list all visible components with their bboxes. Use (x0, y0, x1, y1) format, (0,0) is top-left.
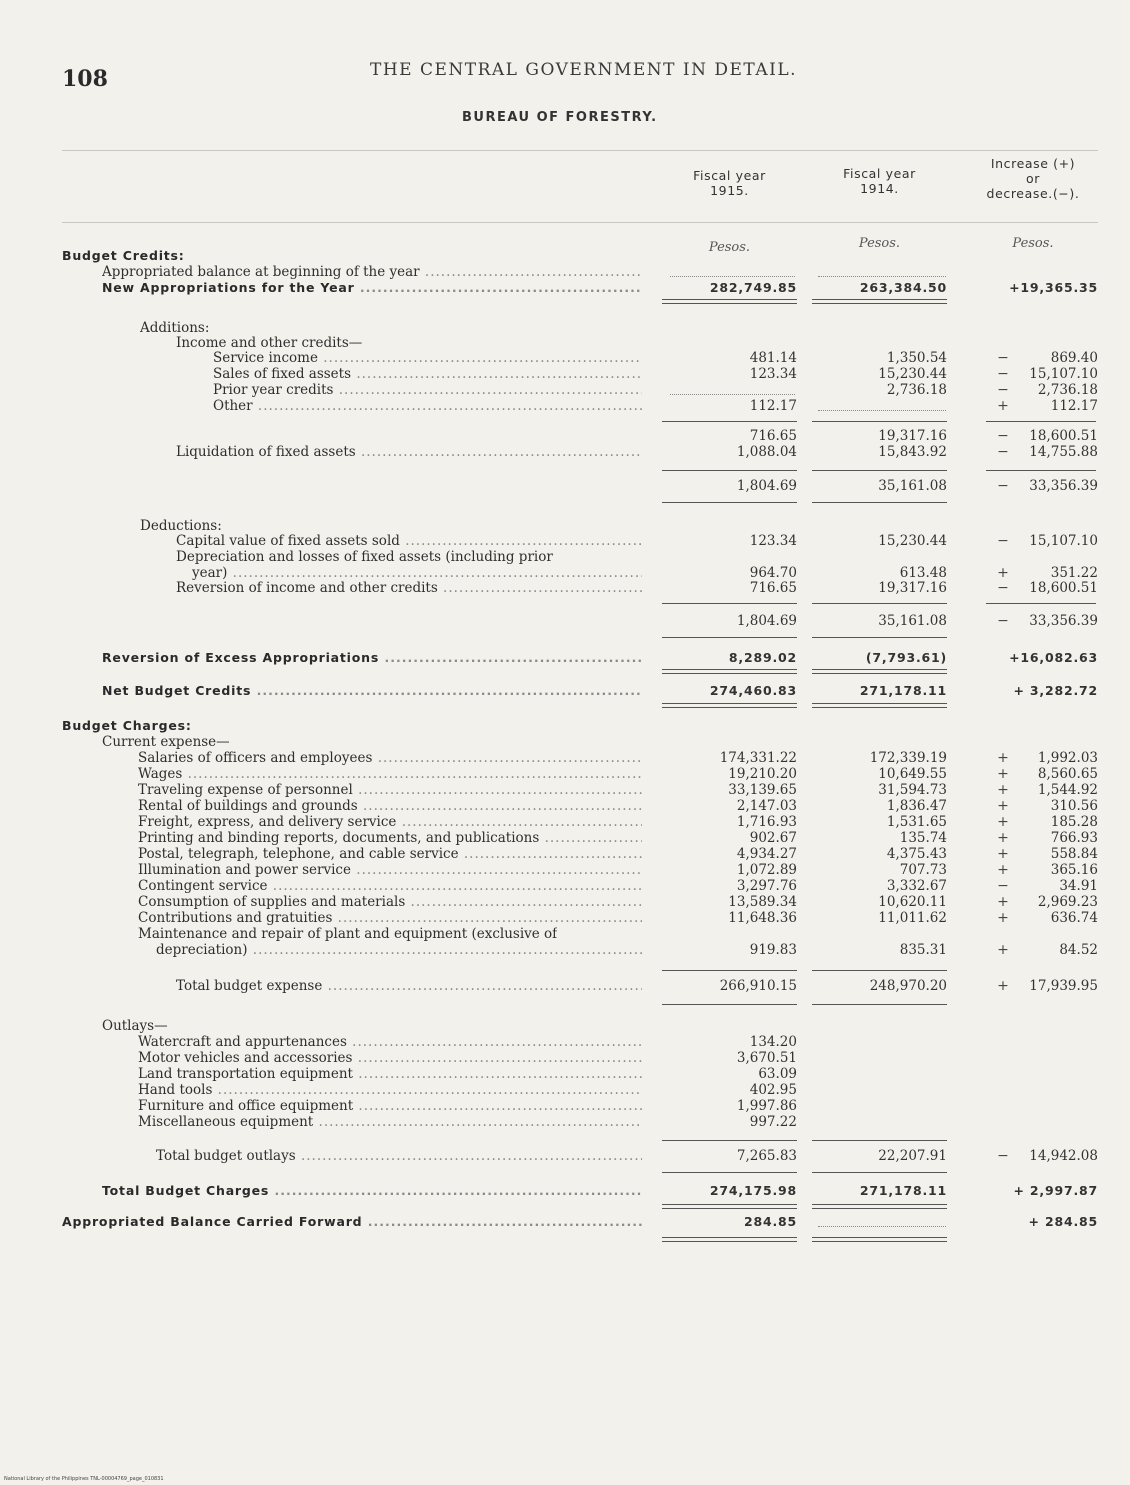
value-fy1915: 402.95 (749, 1082, 797, 1098)
table-row (0, 613, 1130, 629)
change-sign: − (997, 478, 1009, 494)
header-rule-top (62, 150, 1098, 151)
unit-label-fy1914: Pesos. (858, 236, 901, 251)
value-fy1915: 134.20 (749, 1034, 797, 1050)
value-fy1915: 3,297.76 (736, 878, 797, 894)
table-row (0, 444, 1130, 460)
value-fy1915: 1,804.69 (736, 478, 797, 494)
table-row (0, 428, 1130, 444)
change-sign: − (997, 350, 1009, 366)
table-row (0, 926, 1130, 942)
row-label: Service income ..... (213, 350, 642, 366)
rule (662, 703, 797, 708)
rule (662, 669, 797, 674)
table-row (0, 264, 1130, 280)
table-row (0, 846, 1130, 862)
table-row (0, 1066, 1130, 1082)
row-label: Prior year credits ..... (213, 382, 642, 398)
rule (812, 1204, 947, 1209)
rule (812, 970, 947, 971)
rule (662, 299, 797, 304)
value-fy1914: 271,178.11 (859, 683, 947, 698)
row-label: Budget Charges: (62, 718, 192, 733)
change-sign: + (997, 830, 1009, 846)
value-fy1915: 1,997.86 (736, 1098, 797, 1114)
row-label: Appropriated balance at beginning of the year ..... (102, 264, 642, 280)
row-label: Appropriated Balance Carried Forward ..... (62, 1214, 642, 1230)
row-label: Miscellaneous equipment ..... (138, 1114, 642, 1130)
page-number: 108 (62, 66, 108, 92)
table-row (0, 766, 1130, 782)
table-row (0, 320, 1130, 336)
value-change: +19,365.35 (1009, 280, 1098, 295)
value-fy1914: 1,531.65 (886, 814, 947, 830)
col-head-fy1914: Fiscal year 1914. (843, 166, 916, 196)
row-label: Traveling expense of personnel ..... (138, 782, 642, 798)
value-fy1915: 33,139.65 (728, 782, 797, 798)
value-fy1915: 4,934.27 (736, 846, 797, 862)
value-fy1914: 3,332.67 (886, 878, 947, 894)
value-fy1915: 123.34 (749, 533, 797, 549)
value-change: + 2,997.87 (1013, 1183, 1098, 1198)
value-fy1915: 481.14 (749, 350, 797, 366)
row-label: Income and other credits— (176, 335, 363, 351)
table-row (0, 734, 1130, 750)
row-label: Sales of fixed assets ..... (213, 366, 642, 382)
value-change: 365.16 (1050, 862, 1098, 878)
value-change: 1,992.03 (1037, 750, 1098, 766)
unit-label-fy1915: Pesos. (708, 240, 751, 255)
value-fy1914: 271,178.11 (859, 1183, 947, 1198)
value-fy1915: 266,910.15 (719, 978, 797, 994)
table-row (0, 1018, 1130, 1034)
table-row (0, 398, 1130, 414)
table-row (0, 382, 1130, 398)
value-change: 351.22 (1050, 565, 1098, 581)
table-row (0, 942, 1130, 958)
row-label: Liquidation of fixed assets ..... (176, 444, 642, 460)
value-fy1914: 835.31 (899, 942, 947, 958)
value-fy1915: 1,072.89 (736, 862, 797, 878)
row-label: Total Budget Charges ..... (102, 1183, 642, 1199)
value-change: 18,600.51 (1029, 428, 1098, 444)
row-label: Maintenance and repair of plant and equipment (exclusive of (138, 926, 558, 942)
change-sign: + (997, 894, 1009, 910)
change-sign: − (997, 366, 1009, 382)
row-label: Net Budget Credits ..... (102, 683, 642, 699)
value-fy1915: 7,265.83 (736, 1148, 797, 1164)
change-sign: + (997, 565, 1009, 581)
value-fy1915: 1,716.93 (736, 814, 797, 830)
value-fy1914: 31,594.73 (878, 782, 947, 798)
value-fy1915: 919.83 (749, 942, 797, 958)
row-label: Illumination and power service ..... (138, 862, 642, 878)
rule (812, 1172, 947, 1173)
rule (662, 1237, 797, 1242)
value-fy1915: 274,460.83 (709, 683, 797, 698)
value-fy1915: 716.65 (749, 580, 797, 596)
value-change: 15,107.10 (1029, 533, 1098, 549)
value-fy1915: 716.65 (749, 428, 797, 444)
row-label: Capital value of fixed assets sold ..... (176, 533, 642, 549)
rule (812, 470, 947, 471)
value-change: 2,736.18 (1037, 382, 1098, 398)
value-fy1914: 2,736.18 (886, 382, 947, 398)
table-row (0, 366, 1130, 382)
value-change: 34.91 (1059, 878, 1098, 894)
change-sign: + (997, 814, 1009, 830)
row-label: Outlays— (102, 1018, 168, 1034)
change-sign: + (997, 978, 1009, 994)
change-sign: − (997, 580, 1009, 596)
rule (986, 603, 1096, 604)
row-label: Other ..... (213, 398, 642, 414)
value-change: 1,544.92 (1037, 782, 1098, 798)
value-fy1914: 15,230.44 (878, 533, 947, 549)
table-row (0, 335, 1130, 351)
table-row (0, 1082, 1130, 1098)
value-change: 8,560.65 (1037, 766, 1098, 782)
row-label: year) ..... (192, 565, 642, 581)
rule (662, 1140, 797, 1141)
value-fy1914: 263,384.50 (859, 280, 947, 295)
value-change: 14,755.88 (1029, 444, 1098, 460)
row-label: Hand tools ..... (138, 1082, 642, 1098)
table-row (0, 862, 1130, 878)
value-fy1914: 15,230.44 (878, 366, 947, 382)
value-fy1914: 10,620.11 (878, 894, 947, 910)
value-fy1915: 282,749.85 (709, 280, 797, 295)
value-fy1915: 123.34 (749, 366, 797, 382)
value-fy1915: 964.70 (749, 565, 797, 581)
value-fy1914: 248,970.20 (869, 978, 947, 994)
value-fy1915: 19,210.20 (728, 766, 797, 782)
value-change: 185.28 (1050, 814, 1098, 830)
value-change: 310.56 (1050, 798, 1098, 814)
rule (812, 502, 947, 503)
unit-label-change: Pesos. (1012, 236, 1054, 251)
table-row (0, 814, 1130, 830)
dotted-placeholder (818, 410, 946, 411)
table-row (0, 533, 1130, 549)
value-change: 18,600.51 (1029, 580, 1098, 596)
change-sign: − (997, 428, 1009, 444)
value-fy1915: 3,670.51 (736, 1050, 797, 1066)
value-fy1915: 8,289.02 (728, 650, 797, 665)
col-head-change: Increase (+) or decrease.(−). (986, 156, 1080, 201)
change-sign: + (997, 910, 1009, 926)
table-row (0, 978, 1130, 994)
change-sign: + (997, 798, 1009, 814)
rule (662, 970, 797, 971)
change-sign: + (997, 766, 1009, 782)
value-change: 17,939.95 (1029, 978, 1098, 994)
table-row (0, 1050, 1130, 1066)
table-row (0, 894, 1130, 910)
value-fy1914: 15,843.92 (878, 444, 947, 460)
value-fy1914: (7,793.61) (865, 650, 947, 665)
scan-footer: National Library of the Philippines TNL-00004769_page_010831 (4, 1476, 164, 1482)
change-sign: + (997, 782, 1009, 798)
value-fy1915: 112.17 (749, 398, 797, 414)
row-label: Total budget outlays ..... (156, 1148, 642, 1164)
dotted-placeholder (818, 1226, 946, 1227)
table-row (0, 1098, 1130, 1114)
table-row (0, 878, 1130, 894)
value-fy1914: 35,161.08 (878, 613, 947, 629)
row-label: Furniture and office equipment ..... (138, 1098, 642, 1114)
value-fy1915: 2,147.03 (736, 798, 797, 814)
dotted-placeholder (818, 276, 946, 277)
table-row (0, 518, 1130, 534)
change-sign: − (997, 878, 1009, 894)
rule (662, 470, 797, 471)
value-fy1915: 13,589.34 (728, 894, 797, 910)
rule (812, 603, 947, 604)
row-label: Contributions and gratuities ..... (138, 910, 642, 926)
value-change: + 284.85 (1028, 1214, 1098, 1229)
row-label: Postal, telegraph, telephone, and cable service ..... (138, 846, 642, 862)
value-fy1914: 19,317.16 (878, 428, 947, 444)
value-change: 112.17 (1050, 398, 1098, 414)
rule (662, 1204, 797, 1209)
change-sign: + (997, 750, 1009, 766)
row-label: Land transportation equipment ..... (138, 1066, 642, 1082)
row-label: Watercraft and appurtenances ..... (138, 1034, 642, 1050)
table-row (0, 750, 1130, 766)
value-fy1914: 11,011.62 (878, 910, 947, 926)
table-row (0, 1148, 1130, 1164)
value-fy1914: 19,317.16 (878, 580, 947, 596)
row-label: Freight, express, and delivery service ..... (138, 814, 642, 830)
value-change: +16,082.63 (1009, 650, 1098, 665)
table-row (0, 248, 1130, 264)
value-fy1914: 135.74 (899, 830, 947, 846)
rule (812, 1140, 947, 1141)
row-label: Deductions: (140, 518, 222, 534)
value-fy1914: 22,207.91 (878, 1148, 947, 1164)
value-fy1914: 172,339.19 (869, 750, 947, 766)
rule (662, 502, 797, 503)
table-row (0, 478, 1130, 494)
change-sign: − (997, 533, 1009, 549)
value-fy1915: 1,088.04 (736, 444, 797, 460)
row-label: depreciation) ..... (156, 942, 642, 958)
rule (986, 470, 1096, 471)
table-row (0, 1183, 1130, 1199)
row-label: Total budget expense ..... (176, 978, 642, 994)
table-row (0, 280, 1130, 296)
value-change: 636.74 (1050, 910, 1098, 926)
value-fy1915: 902.67 (749, 830, 797, 846)
value-fy1915: 63.09 (758, 1066, 797, 1082)
table-row (0, 650, 1130, 666)
value-change: 33,356.39 (1029, 613, 1098, 629)
change-sign: − (997, 444, 1009, 460)
table-row (0, 683, 1130, 699)
table-row (0, 350, 1130, 366)
rule (662, 603, 797, 604)
row-label: Wages ..... (138, 766, 642, 782)
row-label: Budget Credits: (62, 248, 185, 263)
table-row (0, 798, 1130, 814)
row-label: New Appropriations for the Year ..... (102, 280, 642, 296)
value-change: 84.52 (1059, 942, 1098, 958)
row-label: Rental of buildings and grounds ..... (138, 798, 642, 814)
value-fy1914: 1,836.47 (886, 798, 947, 814)
change-sign: + (997, 942, 1009, 958)
rule (662, 637, 797, 638)
value-change: 558.84 (1050, 846, 1098, 862)
value-change: 2,969.23 (1037, 894, 1098, 910)
rule (986, 421, 1096, 422)
value-change: 14,942.08 (1029, 1148, 1098, 1164)
value-fy1915: 284.85 (743, 1214, 797, 1229)
rule (812, 669, 947, 674)
row-label: Motor vehicles and accessories ..... (138, 1050, 642, 1066)
value-fy1914: 4,375.43 (886, 846, 947, 862)
rule (812, 1004, 947, 1005)
table-row (0, 1114, 1130, 1130)
row-label: Reversion of income and other credits ..... (176, 580, 642, 596)
value-fy1915: 174,331.22 (719, 750, 797, 766)
bureau-title: BUREAU OF FORESTRY. (462, 110, 658, 125)
col-head-fy1915: Fiscal year 1915. (693, 168, 766, 198)
row-label: Printing and binding reports, documents, and publications ..... (138, 830, 642, 846)
value-fy1914: 35,161.08 (878, 478, 947, 494)
rule (662, 1172, 797, 1173)
rule (812, 703, 947, 708)
change-sign: + (997, 862, 1009, 878)
value-fy1915: 1,804.69 (736, 613, 797, 629)
rule (812, 299, 947, 304)
table-row (0, 565, 1130, 581)
value-fy1914: 10,649.55 (878, 766, 947, 782)
row-label: Salaries of officers and employees ..... (138, 750, 642, 766)
value-fy1915: 997.22 (749, 1114, 797, 1130)
value-fy1915: 274,175.98 (709, 1183, 797, 1198)
value-fy1914: 1,350.54 (886, 350, 947, 366)
table-row (0, 830, 1130, 846)
value-fy1915: 11,648.36 (728, 910, 797, 926)
change-sign: + (997, 398, 1009, 414)
running-head: THE CENTRAL GOVERNMENT IN DETAIL. (370, 60, 798, 80)
rule (662, 421, 797, 422)
row-label: Reversion of Excess Appropriations ..... (102, 650, 642, 666)
value-fy1914: 613.48 (899, 565, 947, 581)
table-row (0, 718, 1130, 734)
table-row (0, 580, 1130, 596)
table-row (0, 910, 1130, 926)
table-row (0, 549, 1130, 565)
rule (812, 1237, 947, 1242)
row-label: Contingent service ..... (138, 878, 642, 894)
header-rule-bottom (62, 222, 1098, 223)
table-row (0, 782, 1130, 798)
value-change: 33,356.39 (1029, 478, 1098, 494)
table-row (0, 1034, 1130, 1050)
value-change: + 3,282.72 (1013, 683, 1098, 698)
change-sign: − (997, 613, 1009, 629)
row-label: Consumption of supplies and materials ..... (138, 894, 642, 910)
row-label: Additions: (140, 320, 210, 336)
value-fy1914: 707.73 (899, 862, 947, 878)
change-sign: + (997, 846, 1009, 862)
row-label: Depreciation and losses of fixed assets (including prior (176, 549, 553, 565)
rule (812, 421, 947, 422)
value-change: 869.40 (1050, 350, 1098, 366)
change-sign: − (997, 1148, 1009, 1164)
table-row (0, 1214, 1130, 1230)
row-label: Current expense— (102, 734, 230, 750)
dotted-placeholder (670, 276, 795, 277)
dotted-placeholder (670, 394, 795, 395)
rule (662, 1004, 797, 1005)
value-change: 766.93 (1050, 830, 1098, 846)
change-sign: − (997, 382, 1009, 398)
rule (812, 637, 947, 638)
value-change: 15,107.10 (1029, 366, 1098, 382)
